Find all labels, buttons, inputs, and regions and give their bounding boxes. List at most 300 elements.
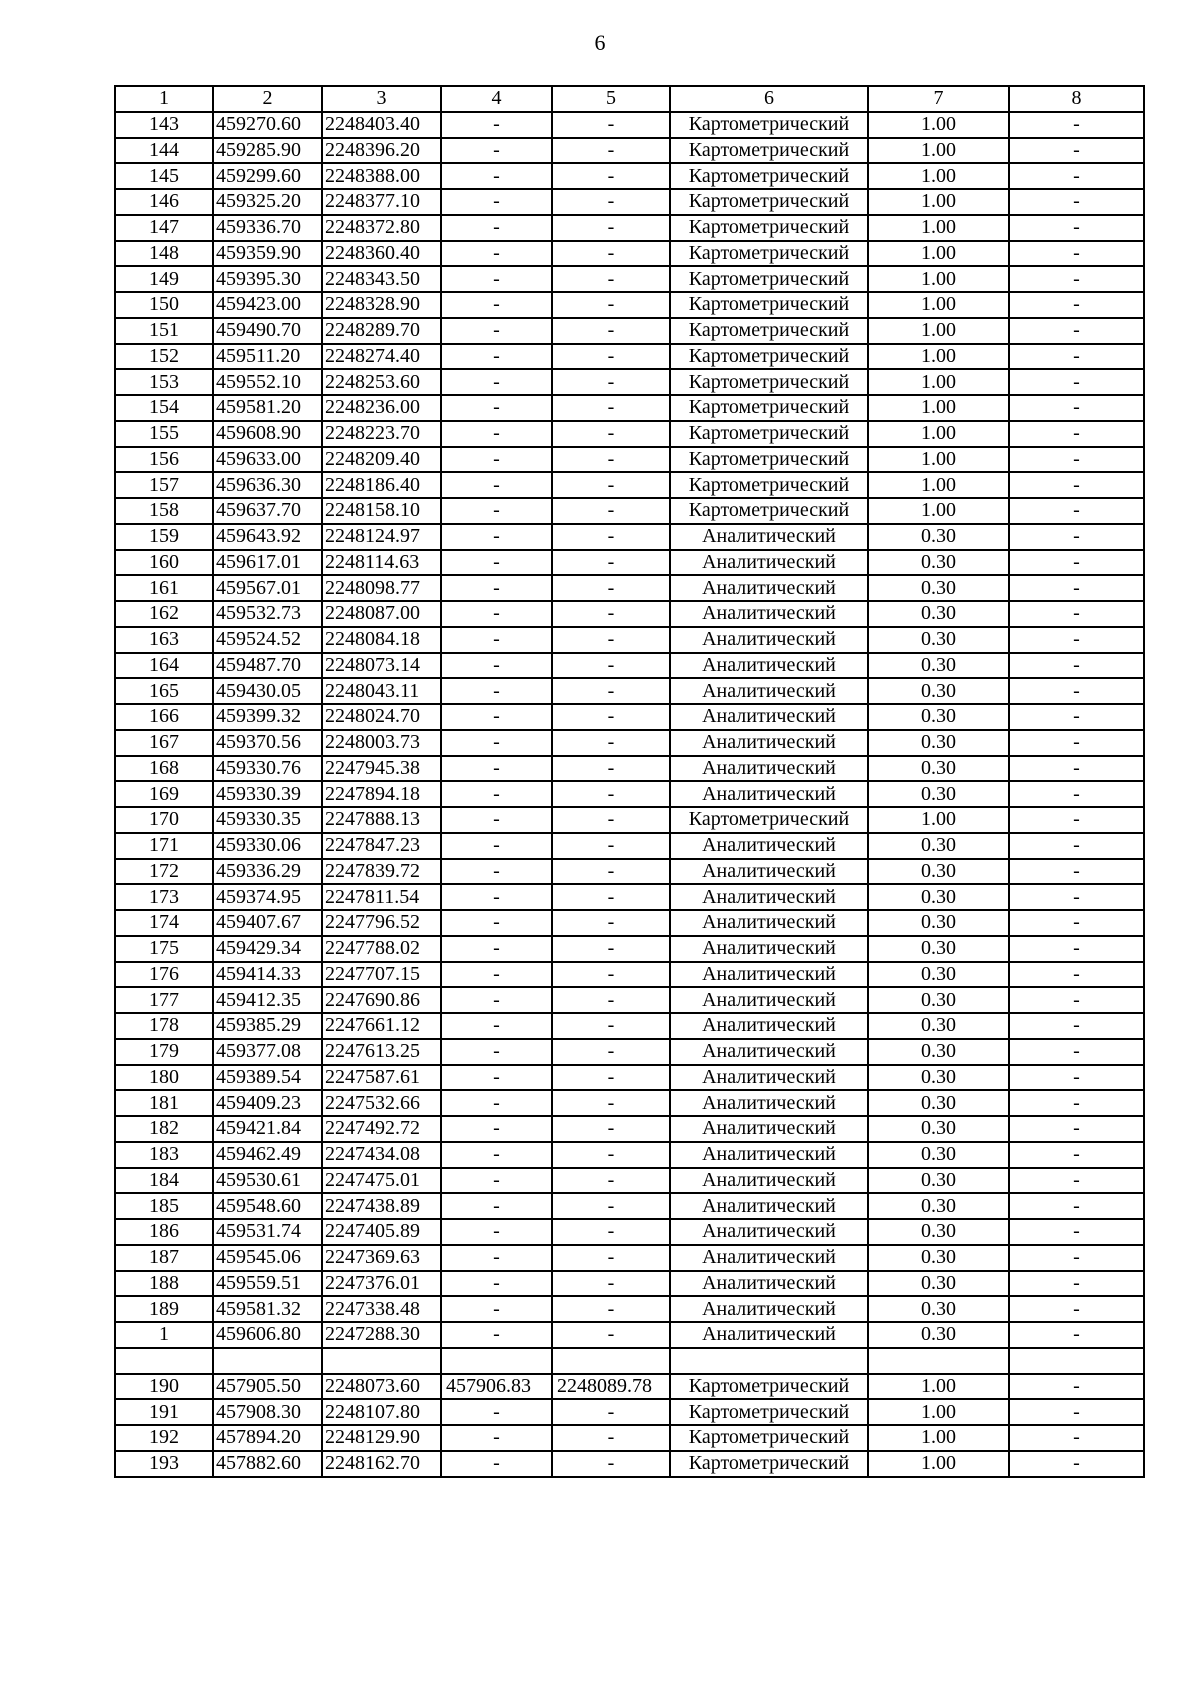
table-cell-col-7: 0.30 [868, 1142, 1009, 1168]
table-cell-col-6: Картометрический [670, 292, 868, 318]
table-cell-col-8: - [1009, 1090, 1144, 1116]
table-row [115, 369, 1144, 395]
table-row [115, 112, 1144, 138]
table-cell-col-8: - [1009, 189, 1144, 215]
table-cell-col-2: 459524.52 [213, 627, 322, 653]
table-cell-col-1: 162 [115, 601, 213, 627]
table-cell-col-8: - [1009, 756, 1144, 782]
table-cell-col-4: - [441, 781, 552, 807]
table-cell-col-5: - [552, 884, 670, 910]
table-cell-col-7: 0.30 [868, 730, 1009, 756]
table-cell-col-4: - [441, 266, 552, 292]
table-cell-col-6: Аналитический [670, 1193, 868, 1219]
table-cell-col-6: Картометрический [670, 498, 868, 524]
table-cell-col-6: Аналитический [670, 1245, 868, 1271]
table-cell-col-2: 459385.29 [213, 1013, 322, 1039]
table-cell-col-8: - [1009, 987, 1144, 1013]
table-cell-col-1: 155 [115, 421, 213, 447]
table-cell-col-7: 1.00 [868, 241, 1009, 267]
table-cell-col-5: - [552, 601, 670, 627]
table-cell-col-8: - [1009, 833, 1144, 859]
table-cell-col-7: 0.30 [868, 1168, 1009, 1194]
table-cell-col-8: - [1009, 910, 1144, 936]
table-cell-col-3: 2248073.60 [322, 1374, 441, 1400]
table-row [115, 859, 1144, 885]
table-cell-col-5: - [552, 189, 670, 215]
table-cell-col-1: 144 [115, 138, 213, 164]
table-cell-col-5: - [552, 678, 670, 704]
table-cell-col-1: 1 [115, 1322, 213, 1348]
table-cell-col-4: - [441, 1451, 552, 1477]
table-cell-col-6: Картометрический [670, 421, 868, 447]
table-cell-col-2: 459389.54 [213, 1065, 322, 1091]
table-cell-col-8: - [1009, 1425, 1144, 1451]
table-cell-col-4: - [441, 550, 552, 576]
table-row [115, 884, 1144, 910]
table-cell-col-1: 164 [115, 653, 213, 679]
table-cell-col-2: 459330.76 [213, 756, 322, 782]
coordinates-table [114, 85, 1145, 1478]
table-cell-col-5: - [552, 215, 670, 241]
table-cell-col-5: - [552, 962, 670, 988]
table-cell-col-1: 188 [115, 1271, 213, 1297]
table-cell-col-2: 459567.01 [213, 575, 322, 601]
table-cell-col-2: 459399.32 [213, 704, 322, 730]
column-header-3: 3 [322, 86, 441, 112]
table-cell-col-7: 1.00 [868, 189, 1009, 215]
table-cell-col-6: Картометрический [670, 472, 868, 498]
table-cell-col-7: 1.00 [868, 138, 1009, 164]
table-cell-col-4: - [441, 756, 552, 782]
table-cell-col-3: 2248158.10 [322, 498, 441, 524]
table-cell-col-3: 2247894.18 [322, 781, 441, 807]
table-cell-col-8: - [1009, 472, 1144, 498]
table-cell-col-2: 459490.70 [213, 318, 322, 344]
table-cell-col-1: 178 [115, 1013, 213, 1039]
table-cell-col-2: 459462.49 [213, 1142, 322, 1168]
table-cell-col-8: - [1009, 318, 1144, 344]
table-cell-col-8: - [1009, 936, 1144, 962]
table-cell-col-3: 2247888.13 [322, 807, 441, 833]
table-cell-col-3: 2248124.97 [322, 524, 441, 550]
table-row [115, 730, 1144, 756]
table-cell-col-1: 151 [115, 318, 213, 344]
table-cell-col-2: 459325.20 [213, 189, 322, 215]
table-cell-col-8: - [1009, 1399, 1144, 1425]
table-cell-col-3: 2247847.23 [322, 833, 441, 859]
table-cell-col-4: - [441, 138, 552, 164]
table-cell-col-7: 1.00 [868, 472, 1009, 498]
table-row [115, 1245, 1144, 1271]
table-cell-col-1: 171 [115, 833, 213, 859]
table-cell-col-2: 459370.56 [213, 730, 322, 756]
table-cell-col-6: Аналитический [670, 936, 868, 962]
table-cell-col-5: - [552, 163, 670, 189]
table-cell-col-1: 146 [115, 189, 213, 215]
table-cell-col-2: 459430.05 [213, 678, 322, 704]
table-cell-col-7: 0.30 [868, 1193, 1009, 1219]
table-cell-col-6: Аналитический [670, 1013, 868, 1039]
table-cell-col-4: - [441, 344, 552, 370]
table-cell-col-7: 0.30 [868, 936, 1009, 962]
table-cell-col-7: 1.00 [868, 395, 1009, 421]
table-cell-col-8: - [1009, 550, 1144, 576]
table-row [115, 807, 1144, 833]
table-cell-col-6: Аналитический [670, 756, 868, 782]
table-row [115, 1193, 1144, 1219]
table-row [115, 1065, 1144, 1091]
table-cell-col-3: 2248186.40 [322, 472, 441, 498]
table-cell-col-5: - [552, 1451, 670, 1477]
page-number: 6 [594, 30, 606, 55]
table-cell-col-3: 2247405.89 [322, 1219, 441, 1245]
table-cell-col-3: 2248372.80 [322, 215, 441, 241]
table-cell-col-4: - [441, 215, 552, 241]
table-cell-col-3: 2248024.70 [322, 704, 441, 730]
table-cell-col-5: - [552, 472, 670, 498]
table-cell-col-8: - [1009, 1168, 1144, 1194]
table-cell-col-7: 0.30 [868, 1039, 1009, 1065]
table-cell-col-4: - [441, 859, 552, 885]
table-cell-col-5: - [552, 1425, 670, 1451]
table-cell-col-2: 459530.61 [213, 1168, 322, 1194]
table-cell-col-4: - [441, 292, 552, 318]
table-cell-col-1: 177 [115, 987, 213, 1013]
table-cell-col-7: 0.30 [868, 704, 1009, 730]
table-row [115, 421, 1144, 447]
table-cell-col-5: - [552, 1219, 670, 1245]
table-cell-col-4: - [441, 1245, 552, 1271]
table-row [115, 678, 1144, 704]
table-row [115, 1168, 1144, 1194]
table-cell-col-8: - [1009, 730, 1144, 756]
table-cell-col-5: - [552, 1065, 670, 1091]
table-cell-col-4: - [441, 910, 552, 936]
table-cell-col-3: 2248328.90 [322, 292, 441, 318]
table-cell-col-3: 2247434.08 [322, 1142, 441, 1168]
table-cell-col-6: Аналитический [670, 833, 868, 859]
table-cell-col-4: - [441, 1013, 552, 1039]
table-cell-col-2: 459330.39 [213, 781, 322, 807]
table-cell-col-8: - [1009, 781, 1144, 807]
table-cell-col-8: - [1009, 653, 1144, 679]
table-cell-col-5: - [552, 112, 670, 138]
table-cell-col-2: 459330.06 [213, 833, 322, 859]
table-cell-col-6: Картометрический [670, 266, 868, 292]
table-cell-col-1: 148 [115, 241, 213, 267]
table-cell-col-5: - [552, 1399, 670, 1425]
table-cell-col-2: 459581.32 [213, 1296, 322, 1322]
table-cell-col-3: 2248087.00 [322, 601, 441, 627]
table-cell-col-3: 2248114.63 [322, 550, 441, 576]
table-cell-col-4: - [441, 472, 552, 498]
table-cell-col-6: Аналитический [670, 1168, 868, 1194]
table-cell-col-4: - [441, 395, 552, 421]
table-cell-col-7: 0.30 [868, 601, 1009, 627]
table-cell-col-8: - [1009, 1245, 1144, 1271]
table-row [115, 395, 1144, 421]
table-cell-col-1: 173 [115, 884, 213, 910]
table-cell-col-2: 459421.84 [213, 1116, 322, 1142]
table-cell-col-6: Картометрический [670, 344, 868, 370]
table-cell-col-8: - [1009, 1219, 1144, 1245]
table-row [115, 1090, 1144, 1116]
table-cell-col-1: 179 [115, 1039, 213, 1065]
table-cell-col-4: - [441, 1090, 552, 1116]
table-cell-col-1: 170 [115, 807, 213, 833]
table-cell-col-3: 2247788.02 [322, 936, 441, 962]
table-cell-col-6: Аналитический [670, 575, 868, 601]
table-cell-col-3: 2248073.14 [322, 653, 441, 679]
table-cell-col-6: Картометрический [670, 1399, 868, 1425]
table-cell-col-5: - [552, 1039, 670, 1065]
table-cell-col-2: 459545.06 [213, 1245, 322, 1271]
table-cell-col-6: Картометрический [670, 112, 868, 138]
table-row [115, 781, 1144, 807]
table-cell-col-4: - [441, 1425, 552, 1451]
table-row [115, 292, 1144, 318]
table-cell-col-6: Аналитический [670, 781, 868, 807]
table-cell-col-7: 0.30 [868, 1322, 1009, 1348]
table-cell-col-7: 0.30 [868, 1013, 1009, 1039]
table-cell-col-1: 165 [115, 678, 213, 704]
column-header-5: 5 [552, 86, 670, 112]
table-cell-col-7 [868, 1348, 1009, 1374]
table-row [115, 936, 1144, 962]
table-cell-col-7: 1.00 [868, 1374, 1009, 1400]
table-cell-col-4: - [441, 1271, 552, 1297]
table-cell-col-4: - [441, 1116, 552, 1142]
table-cell-col-3: 2247811.54 [322, 884, 441, 910]
table-cell-col-6: Картометрический [670, 163, 868, 189]
table-cell-col-7: 0.30 [868, 575, 1009, 601]
table-row [115, 962, 1144, 988]
table-cell-col-5: - [552, 1090, 670, 1116]
table-cell-col-5: - [552, 1116, 670, 1142]
table-cell-col-6: Аналитический [670, 1322, 868, 1348]
table-cell-col-5: - [552, 138, 670, 164]
table-cell-col-1: 149 [115, 266, 213, 292]
table-cell-col-2: 459532.73 [213, 601, 322, 627]
table-row [115, 498, 1144, 524]
table-row [115, 1348, 1144, 1374]
table-row [115, 472, 1144, 498]
table-cell-col-2: 459606.80 [213, 1322, 322, 1348]
table-cell-col-6: Аналитический [670, 987, 868, 1013]
table-cell-col-5: - [552, 1168, 670, 1194]
table-cell-col-8: - [1009, 859, 1144, 885]
table-cell-col-2: 459531.74 [213, 1219, 322, 1245]
table-cell-col-8: - [1009, 1039, 1144, 1065]
table-row [115, 704, 1144, 730]
table-cell-col-6: Аналитический [670, 524, 868, 550]
table-row [115, 1271, 1144, 1297]
table-cell-col-1: 191 [115, 1399, 213, 1425]
table-cell-col-3: 2248388.00 [322, 163, 441, 189]
table-cell-col-6: Картометрический [670, 241, 868, 267]
table-cell-col-8: - [1009, 1322, 1144, 1348]
table-cell-col-8: - [1009, 627, 1144, 653]
table-cell-col-3: 2248403.40 [322, 112, 441, 138]
table-cell-col-7: 0.30 [868, 678, 1009, 704]
table-row [115, 1116, 1144, 1142]
table-row [115, 910, 1144, 936]
table-cell-col-7: 0.30 [868, 1271, 1009, 1297]
table-cell-col-2: 459429.34 [213, 936, 322, 962]
table-cell-col-8: - [1009, 241, 1144, 267]
table-cell-col-1: 161 [115, 575, 213, 601]
table-cell-col-2 [213, 1348, 322, 1374]
table-cell-col-6: Аналитический [670, 1271, 868, 1297]
column-header-6: 6 [670, 86, 868, 112]
table-cell-col-4: - [441, 1296, 552, 1322]
table-row [115, 1399, 1144, 1425]
table-cell-col-2: 459608.90 [213, 421, 322, 447]
table-cell-col-8 [1009, 1348, 1144, 1374]
table-cell-col-6: Аналитический [670, 859, 868, 885]
table-cell-col-3: 2247438.89 [322, 1193, 441, 1219]
table-cell-col-1: 190 [115, 1374, 213, 1400]
table-cell-col-6: Аналитический [670, 910, 868, 936]
table-cell-col-5: - [552, 756, 670, 782]
table-cell-col-4: - [441, 807, 552, 833]
table-cell-col-6: Аналитический [670, 1116, 868, 1142]
table-cell-col-5: - [552, 653, 670, 679]
table-cell-col-6: Аналитический [670, 704, 868, 730]
table-cell-col-8: - [1009, 1296, 1144, 1322]
table-cell-col-4: - [441, 987, 552, 1013]
table-cell-col-3: 2248396.20 [322, 138, 441, 164]
table-cell-col-4: - [441, 1399, 552, 1425]
table-cell-col-5: - [552, 807, 670, 833]
table-cell-col-2: 459643.92 [213, 524, 322, 550]
table-cell-col-3: 2247532.66 [322, 1090, 441, 1116]
table-cell-col-7: 1.00 [868, 1425, 1009, 1451]
table-cell-col-8: - [1009, 292, 1144, 318]
table-cell-col-7: 1.00 [868, 447, 1009, 473]
table-cell-col-3: 2247288.30 [322, 1322, 441, 1348]
table-cell-col-2: 459270.60 [213, 112, 322, 138]
table-cell-col-1: 168 [115, 756, 213, 782]
table-cell-col-7: 0.30 [868, 1065, 1009, 1091]
table-cell-col-5: - [552, 266, 670, 292]
table-cell-col-3: 2247492.72 [322, 1116, 441, 1142]
table-cell-col-1: 172 [115, 859, 213, 885]
table-cell-col-2: 459299.60 [213, 163, 322, 189]
table-cell-col-6: Картометрический [670, 807, 868, 833]
table-cell-col-7: 0.30 [868, 550, 1009, 576]
table-body [115, 112, 1144, 1477]
table-row [115, 1039, 1144, 1065]
table-cell-col-4: - [441, 730, 552, 756]
table-cell-col-2: 459359.90 [213, 241, 322, 267]
column-header-8: 8 [1009, 86, 1144, 112]
table-cell-col-1: 183 [115, 1142, 213, 1168]
table-cell-col-4: - [441, 1039, 552, 1065]
table-cell-col-1: 156 [115, 447, 213, 473]
table-cell-col-6: Аналитический [670, 678, 868, 704]
table-cell-col-2: 459374.95 [213, 884, 322, 910]
table-row [115, 1219, 1144, 1245]
table-cell-col-7: 1.00 [868, 1451, 1009, 1477]
table-cell-col-5: 2248089.78 [552, 1374, 670, 1400]
table-cell-col-1: 167 [115, 730, 213, 756]
table-cell-col-4: - [441, 575, 552, 601]
table-cell-col-7: 1.00 [868, 421, 1009, 447]
table-cell-col-6: Аналитический [670, 1142, 868, 1168]
table-cell-col-7: 0.30 [868, 1219, 1009, 1245]
table-cell-col-4: - [441, 447, 552, 473]
table-row [115, 756, 1144, 782]
table-cell-col-1: 154 [115, 395, 213, 421]
table-cell-col-7: 0.30 [868, 987, 1009, 1013]
table-cell-col-7: 1.00 [868, 807, 1009, 833]
table-cell-col-8: - [1009, 962, 1144, 988]
table-cell-col-4: - [441, 524, 552, 550]
table-cell-col-7: 0.30 [868, 1296, 1009, 1322]
table-cell-col-3: 2247690.86 [322, 987, 441, 1013]
table-row [115, 447, 1144, 473]
table-cell-col-7: 1.00 [868, 266, 1009, 292]
table-cell-col-6: Картометрический [670, 1425, 868, 1451]
table-cell-col-4: - [441, 241, 552, 267]
table-cell-col-2: 459330.35 [213, 807, 322, 833]
table-cell-col-3: 2248084.18 [322, 627, 441, 653]
table-cell-col-1: 157 [115, 472, 213, 498]
table-row [115, 1425, 1144, 1451]
table-cell-col-7: 0.30 [868, 627, 1009, 653]
table-cell-col-3: 2248003.73 [322, 730, 441, 756]
table-cell-col-7: 0.30 [868, 1090, 1009, 1116]
table-cell-col-2: 457894.20 [213, 1425, 322, 1451]
table-cell-col-4: - [441, 704, 552, 730]
table-row [115, 1322, 1144, 1348]
table-cell-col-3: 2247945.38 [322, 756, 441, 782]
table-cell-col-4: - [441, 1142, 552, 1168]
table-cell-col-3: 2248253.60 [322, 369, 441, 395]
table-cell-col-6: Картометрический [670, 395, 868, 421]
table-cell-col-6: Аналитический [670, 653, 868, 679]
table-cell-col-5: - [552, 781, 670, 807]
table-cell-col-4 [441, 1348, 552, 1374]
table-cell-col-3: 2248223.70 [322, 421, 441, 447]
table-cell-col-6: Аналитический [670, 550, 868, 576]
table-row [115, 138, 1144, 164]
table-cell-col-1: 185 [115, 1193, 213, 1219]
table-cell-col-8: - [1009, 498, 1144, 524]
table-row [115, 318, 1144, 344]
table-cell-col-2: 459511.20 [213, 344, 322, 370]
table-cell-col-2: 457905.50 [213, 1374, 322, 1400]
table-cell-col-4: - [441, 678, 552, 704]
table-row [115, 987, 1144, 1013]
table-cell-col-6: Аналитический [670, 1090, 868, 1116]
table-cell-col-5: - [552, 550, 670, 576]
table-cell-col-5: - [552, 292, 670, 318]
table-cell-col-2: 459552.10 [213, 369, 322, 395]
table-row [115, 1296, 1144, 1322]
table-cell-col-1: 187 [115, 1245, 213, 1271]
table-cell-col-5: - [552, 524, 670, 550]
table-cell-col-5: - [552, 1322, 670, 1348]
table-cell-col-8: - [1009, 215, 1144, 241]
table-cell-col-2: 459487.70 [213, 653, 322, 679]
table-cell-col-4: - [441, 421, 552, 447]
table-cell-col-3: 2247796.52 [322, 910, 441, 936]
table-cell-col-7: 0.30 [868, 653, 1009, 679]
table-cell-col-5: - [552, 627, 670, 653]
table-cell-col-1: 166 [115, 704, 213, 730]
